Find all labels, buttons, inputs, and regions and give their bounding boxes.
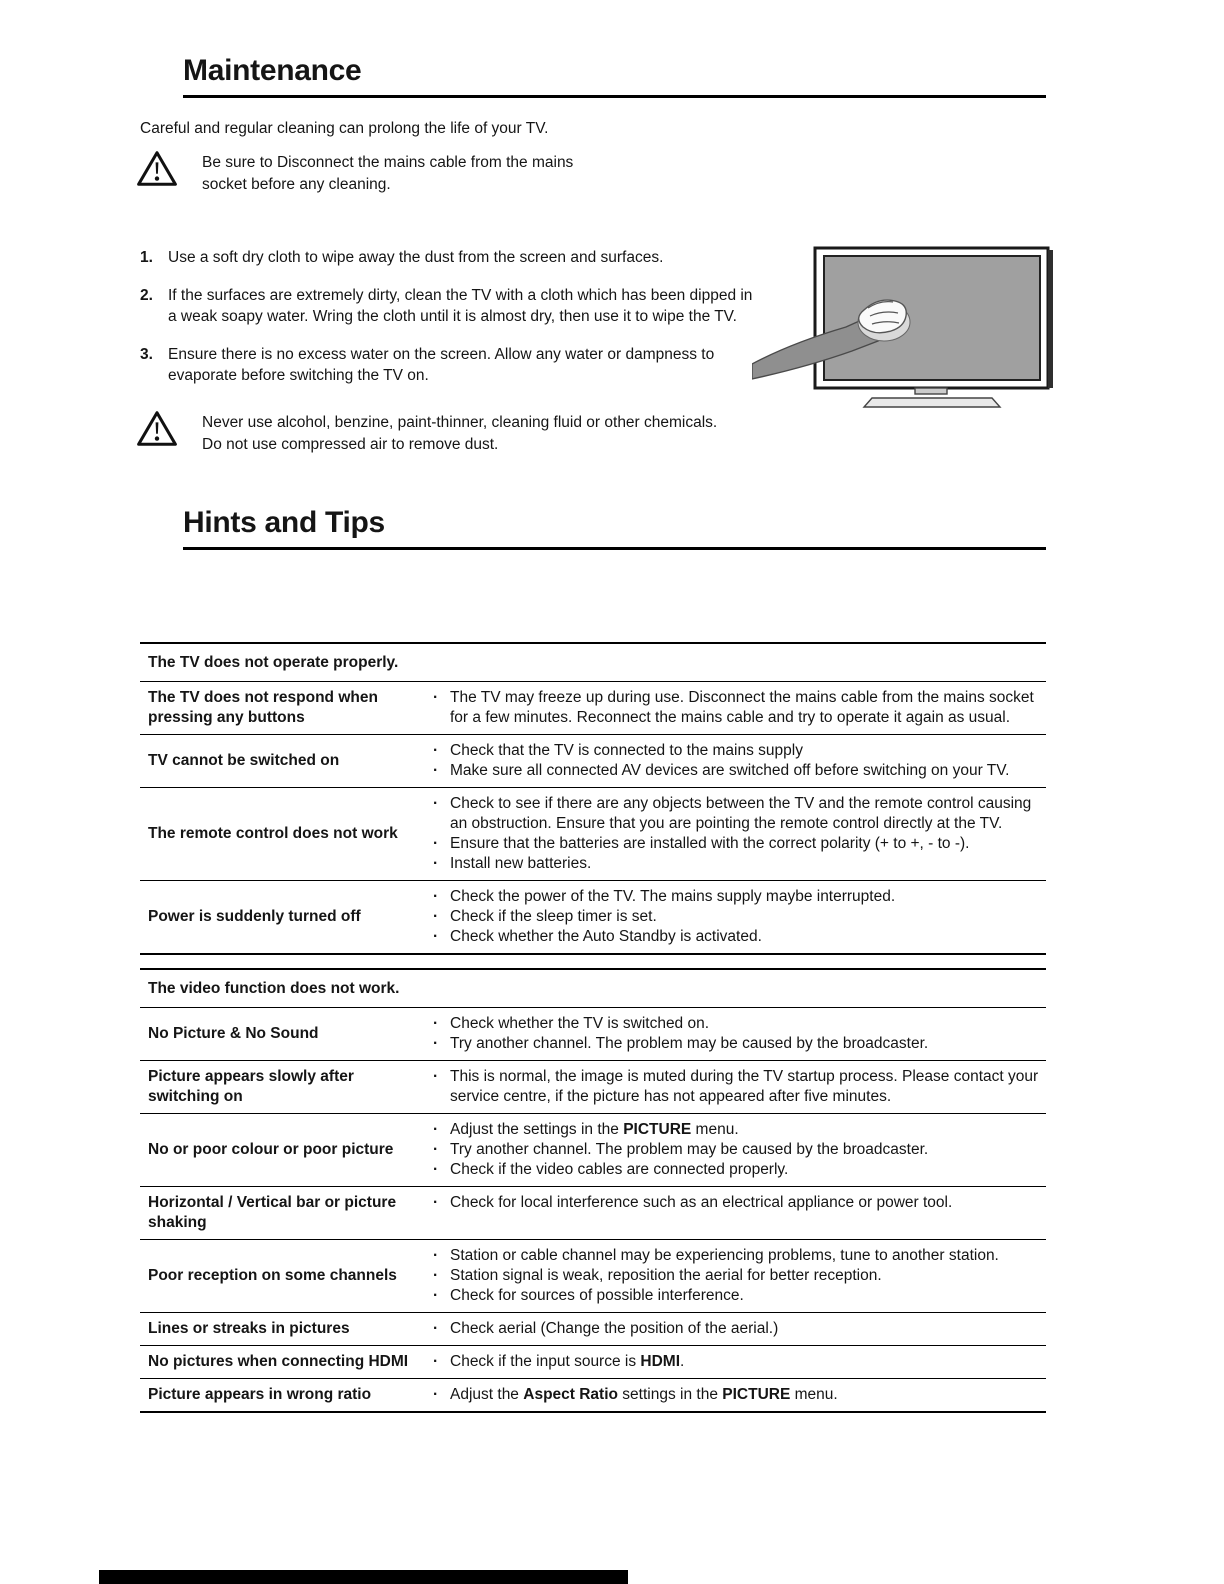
bullet-icon: · [433, 888, 439, 905]
problem-cell: No Picture & No Sound [148, 1025, 319, 1042]
solution-item [433, 1193, 1040, 1213]
solution-item [433, 1246, 1040, 1266]
table-row [140, 681, 1046, 734]
maintenance-intro: Careful and regular cleaning can prolong the life of your TV. [140, 120, 549, 137]
solution-text: Adjust the Aspect Ratio settings in the PICTURE menu. [450, 1386, 838, 1403]
tv-cleaning-image [752, 238, 1062, 418]
solution-text: Check for sources of possible interference. [450, 1287, 744, 1304]
table-row [140, 1312, 1046, 1345]
solution-text: Station signal is weak, reposition the aerial for better reception. [450, 1267, 882, 1284]
problem-cell: No pictures when connecting HDMI [148, 1353, 409, 1370]
warning-line: Be sure to Disconnect the mains cable from the mains [202, 154, 574, 171]
solution-item [433, 1385, 1040, 1405]
page-footer-bar [99, 1570, 628, 1584]
bullet-icon: · [433, 1287, 439, 1304]
bullet-icon: · [433, 1267, 439, 1284]
solution-text: Check aerial (Change the position of the aerial.) [450, 1320, 779, 1337]
step-number: 3. [140, 346, 153, 363]
solution-text: Check whether the Auto Standby is activated. [450, 928, 762, 945]
solution-item [433, 1140, 1040, 1160]
hints-table [140, 642, 1046, 1413]
warning-text [202, 409, 717, 456]
problem-cell: TV cannot be switched on [148, 752, 340, 769]
step-text: Use a soft dry cloth to wipe away the dust from the screen and surfaces. [168, 249, 664, 266]
step-text: Ensure there is no excess water on the screen. Allow any water or dampness to evaporate before switching the TV on. [168, 346, 715, 384]
solutions-cell [433, 735, 1046, 787]
bullet-icon: · [433, 835, 439, 852]
hints-title: Hints and Tips [183, 506, 385, 539]
table-section-header: The video function does not work. [148, 980, 400, 997]
solution-text: Check if the video cables are connected properly. [450, 1161, 789, 1178]
table-section-rows [140, 1007, 1046, 1411]
problem-cell: The TV does not respond when pressing any buttons [148, 689, 378, 726]
maintenance-steps [140, 247, 754, 403]
solution-item [433, 887, 1040, 907]
warning-line: Do not use compressed air to remove dust. [202, 436, 499, 453]
problem-cell: Poor reception on some channels [148, 1267, 397, 1284]
warning-line: Never use alcohol, benzine, paint-thinner, cleaning fluid or other chemicals. [202, 414, 718, 431]
solution-text: Check if the sleep timer is set. [450, 908, 657, 925]
solution-item [433, 834, 1040, 854]
bullet-icon: · [433, 1320, 439, 1337]
solution-text: Check if the input source is HDMI. [450, 1353, 685, 1370]
solutions-cell [433, 1313, 1046, 1345]
solution-item [433, 1120, 1040, 1140]
hints-table-section [140, 642, 1046, 955]
table-row [140, 880, 1046, 953]
solution-item [433, 1160, 1040, 1180]
solutions-cell [433, 881, 1046, 953]
solutions-cell [433, 1008, 1046, 1060]
table-row [140, 1060, 1046, 1113]
solution-text: Ensure that the batteries are installed with the correct polarity (+ to +, - to -). [450, 835, 970, 852]
solutions-cell [433, 682, 1046, 734]
solution-item [433, 1014, 1040, 1034]
warning-icon [136, 149, 178, 188]
solution-item [433, 794, 1040, 834]
problem-cell: No or poor colour or poor picture [148, 1141, 394, 1158]
hints-table-section [140, 968, 1046, 1413]
solution-item [433, 927, 1040, 947]
solution-item [433, 907, 1040, 927]
table-row [140, 1239, 1046, 1312]
solutions-cell [433, 1061, 1046, 1113]
table-row [140, 734, 1046, 787]
solution-item [433, 1067, 1040, 1107]
solutions-cell [433, 1114, 1046, 1186]
solution-text: Check to see if there are any objects between the TV and the remote control causing an obstruction. Ensure that you are pointing the remote control directly at the TV. [450, 795, 1032, 832]
warning-disconnect [136, 149, 776, 196]
problem-cell: Lines or streaks in pictures [148, 1320, 350, 1337]
table-row [140, 1113, 1046, 1186]
bullet-icon: · [433, 1121, 439, 1138]
bullet-icon: · [433, 855, 439, 872]
solution-item [433, 688, 1040, 728]
solution-text: Check the power of the TV. The mains supply maybe interrupted. [450, 888, 896, 905]
solutions-cell [433, 1187, 1046, 1239]
bullet-icon: · [433, 1068, 439, 1085]
solutions-cell [433, 1346, 1046, 1378]
problem-cell: Picture appears slowly after switching on [148, 1068, 354, 1105]
solution-item [433, 1266, 1040, 1286]
solution-item [433, 741, 1040, 761]
warning-text [202, 149, 573, 196]
table-row [140, 1345, 1046, 1378]
bullet-icon: · [433, 762, 439, 779]
maintenance-title-rule [183, 95, 1046, 98]
maintenance-step [140, 285, 754, 327]
bullet-icon: · [433, 1194, 439, 1211]
solution-text: Check that the TV is connected to the mains supply [450, 742, 803, 759]
bullet-icon: · [433, 1353, 439, 1370]
solution-text: Check whether the TV is switched on. [450, 1015, 710, 1032]
bullet-icon: · [433, 1161, 439, 1178]
table-section-rows [140, 681, 1046, 953]
bullet-icon: · [433, 1386, 439, 1403]
problem-cell: Power is suddenly turned off [148, 908, 361, 925]
solution-item [433, 854, 1040, 874]
hints-section-header [183, 506, 1046, 550]
solution-text: Check for local interference such as an electrical appliance or power tool. [450, 1194, 953, 1211]
step-number: 1. [140, 249, 153, 266]
table-section-header: The TV does not operate properly. [148, 654, 399, 671]
solution-item [433, 1319, 1040, 1339]
solution-text: Station or cable channel may be experiencing problems, tune to another station. [450, 1247, 999, 1264]
hints-title-rule [183, 547, 1046, 550]
warning-line: socket before any cleaning. [202, 176, 391, 193]
step-text: If the surfaces are extremely dirty, clean the TV with a cloth which has been dipped in a weak soapy water. Wring the cloth until it is almost dry, then use it to wipe the TV. [168, 287, 753, 325]
bullet-icon: · [433, 742, 439, 759]
solution-text: The TV may freeze up during use. Disconnect the mains cable from the mains socket for a few minutes. Reconnect the mains cable and try to operate it again as usual. [450, 689, 1034, 726]
solution-text: Try another channel. The problem may be caused by the broadcaster. [450, 1141, 929, 1158]
bullet-icon: · [433, 1015, 439, 1032]
solution-text: This is normal, the image is muted during the TV startup process. Please contact your service centre, if the picture has not appeared after five minutes. [450, 1068, 1039, 1105]
solution-text: Adjust the settings in the PICTURE menu. [450, 1121, 739, 1138]
maintenance-title: Maintenance [183, 54, 362, 87]
bullet-icon: · [433, 1247, 439, 1264]
table-row [140, 1007, 1046, 1060]
solution-item [433, 1352, 1040, 1372]
solutions-cell [433, 1379, 1046, 1411]
solution-item [433, 1034, 1040, 1054]
bullet-icon: · [433, 928, 439, 945]
problem-cell: Horizontal / Vertical bar or picture shaking [148, 1194, 397, 1231]
bullet-icon: · [433, 795, 439, 812]
solutions-cell [433, 788, 1046, 880]
table-row [140, 1186, 1046, 1239]
solutions-cell [433, 1240, 1046, 1312]
tv-cleaning-illustration [752, 238, 1062, 423]
problem-cell: Picture appears in wrong ratio [148, 1386, 372, 1403]
maintenance-step [140, 247, 754, 268]
table-row [140, 1378, 1046, 1411]
warning-chemicals [136, 409, 816, 456]
maintenance-section-header [183, 54, 1046, 98]
solution-text: Try another channel. The problem may be caused by the broadcaster. [450, 1035, 929, 1052]
table-row [140, 787, 1046, 880]
solution-item [433, 761, 1040, 781]
solution-text: Make sure all connected AV devices are switched off before switching on your TV. [450, 762, 1010, 779]
solution-text: Install new batteries. [450, 855, 592, 872]
bullet-icon: · [433, 689, 439, 706]
solution-item [433, 1286, 1040, 1306]
bullet-icon: · [433, 1035, 439, 1052]
maintenance-step [140, 344, 754, 386]
warning-icon [136, 409, 178, 448]
step-number: 2. [140, 287, 153, 304]
bullet-icon: · [433, 1141, 439, 1158]
problem-cell: The remote control does not work [148, 825, 398, 842]
bullet-icon: · [433, 908, 439, 925]
